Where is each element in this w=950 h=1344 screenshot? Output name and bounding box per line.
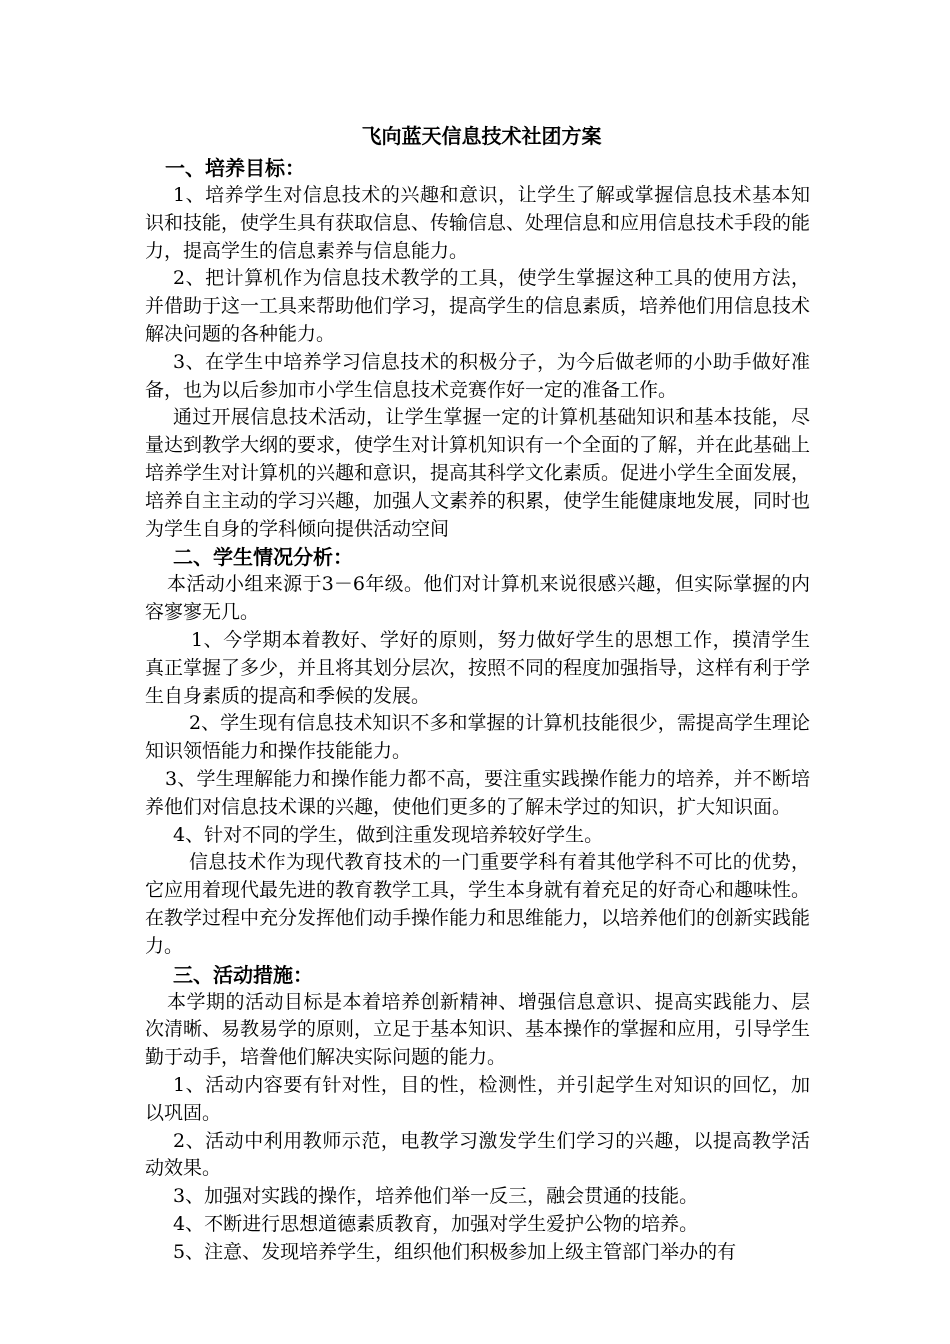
section-heading-goals: 一、培养目标：	[165, 156, 305, 180]
document-title: 飞向蓝天信息技术社团方案	[361, 124, 602, 148]
paragraph: 信息技术作为现代教育技术的一门重要学科有着其他学科不可比的优势，它应用着现代最先进的教育教学工具，学生本身就有着充足的好奇心和趣味性。在教学过程中充分发挥他们动手操作能力和思维能力，以培养他们的创新实践能力。	[145, 851, 811, 957]
paragraph: 1、活动内容要有针对性，目的性，检测性，并引起学生对知识的回忆，加以巩固。	[145, 1073, 810, 1124]
paragraph: 3、在学生中培养学习信息技术的积极分子，为今后做老师的小助手做好准备，也为以后参加市小学生信息技术竞赛作好一定的准备工作。	[145, 350, 810, 401]
section-heading-student-analysis: 二、学生情况分析：	[173, 545, 353, 570]
document-page	[145, 118, 810, 1266]
paragraph: 2、学生现有信息技术知识不多和掌握的计算机技能很少，需提高学生理论知识领悟能力和操作技能能力。	[145, 712, 810, 763]
paragraph: 通过开展信息技术活动，让学生掌握一定的计算机基础知识和基本技能，尽量达到教学大纲的要求，使学生对计算机知识有一个全面的了解，并在此基础上培养学生对计算机的兴趣和意识，提高其科学文化素质。促进小学生全面发展，培养自主主动的学习兴趣，加强人文素养的积累，使学生能健康地发展，同时也为学生自身的学科倾向提供活动空间	[145, 406, 811, 540]
paragraph: 4、针对不同的学生，做到注重发现培养较好学生。	[173, 823, 604, 846]
paragraph: 2、把计算机作为信息技术教学的工具，使学生掌握这种工具的使用方法，并借助于这一工具来帮助他们学习，提高学生的信息素质，培养他们用信息技术解决问题的各种能力。	[145, 267, 811, 345]
paragraph: 4、不断进行思想道德素质教育，加强对学生爱护公物的培养。	[173, 1212, 699, 1235]
paragraph: 本学期的活动目标是本着培养创新精神、增强信息意识、提高实践能力、层次清晰、易教易学的原则，立足于基本知识、基本操作的掌握和应用，引导学生勤于动手，培誊他们解决实际问题的能力。	[145, 990, 811, 1069]
paragraph: 2、活动中利用教师示范，电教学习激发学生们学习的兴趣，以提高教学活动效果。	[145, 1129, 810, 1180]
paragraph: 1、今学期本着教好、学好的原则，努力做好学生的思想工作，摸清学生真正掌握了多少，并且将其划分层次，按照不同的程度加强指导，这样有利于学生自身素质的提高和季候的发展。	[145, 628, 811, 707]
paragraph: 3、加强对实践的操作，培养他们举一反三，融会贯通的技能。	[173, 1185, 699, 1208]
paragraph: 3、学生理解能力和操作能力都不高，要注重实践操作能力的培养，并不断培养他们对信息技术课的兴趣，使他们更多的了解未学过的知识，扩大知识面。	[145, 767, 810, 818]
paragraph: 1、培养学生对信息技术的兴趣和意识，让学生了解或掌握信息技术基本知识和技能，使学生具有获取信息、传输信息、处理信息和应用信息技术手段的能力，提高学生的信息素养与信息能力。	[145, 184, 811, 262]
section-heading-activity-measures: 三、活动措施：	[173, 962, 313, 987]
paragraph: 5、注意、发现培养学生，组织他们积极参加上级主管部门举办的有	[173, 1240, 737, 1263]
paragraph: 本活动小组来源于3－6年级。他们对计算机来说很感兴趣，但实际掌握的内容寥寥无几。	[145, 573, 810, 624]
